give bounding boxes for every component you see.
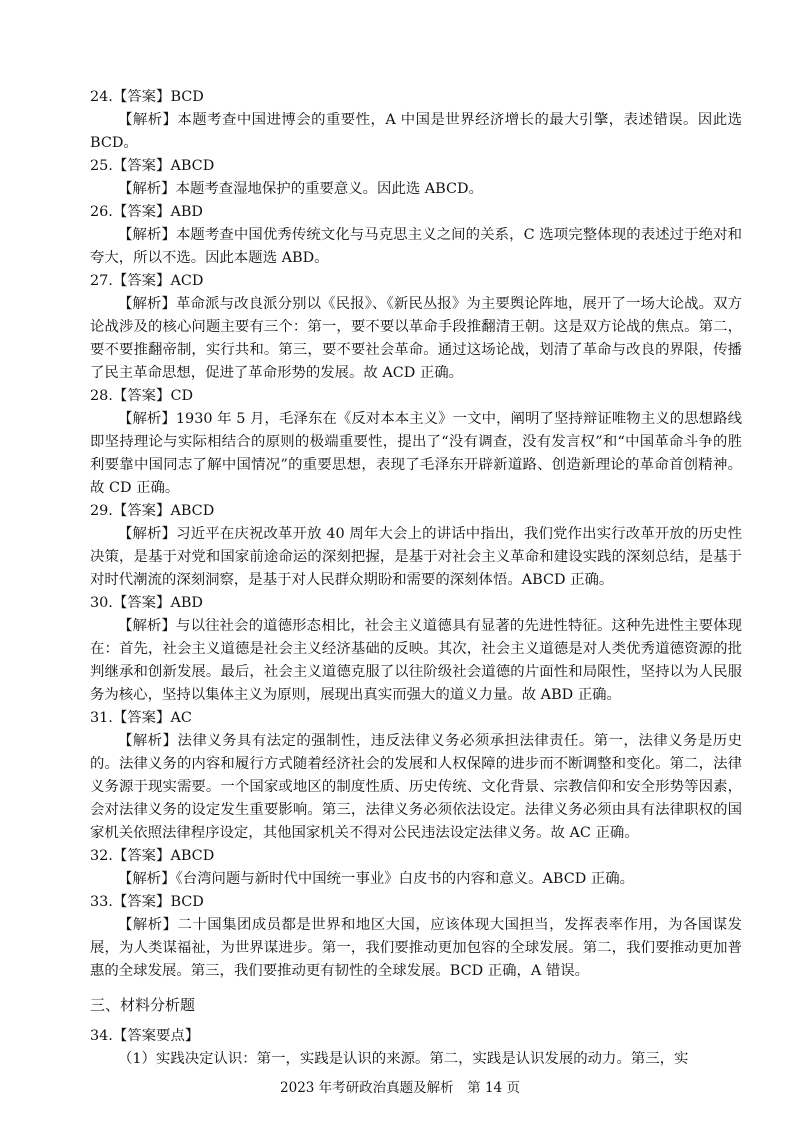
page-footer: 2023 年考研政治真题及解析 第 14 页 [280, 1080, 520, 1096]
answer-line: 33.【答案】BCD [90, 894, 204, 910]
explanation-paragraph: 【解析】革命派与改良派分别以《民报》、《新民丛报》为主要舆论阵地，展开了一场大论战。双方论战涉及的核心问题主要有三个：第一，要不要以革命手段推翻清王朝。这是双方论战的焦点。第二，要不要推翻帝制，实行共和。第三，要不要社会革命。通过这场论战，划清了革命与改良的界限，传播了民主革命思想，促进了革命形势的发展。故 ACD 正确。 [90, 296, 742, 381]
explanation-paragraph: 【解析】1930 年 5 月，毛泽东在《反对本本主义》一文中，阐明了坚持辩证唯物主义的思想路线即坚持理论与实际相结合的原则的极端重要性，提出了“没有调查，没有发言权”和“中国革命斗争的胜利要靠中国同志了解中国情况”的重要思想，表现了毛泽东开辟新道路、创造新理论的革命首创精神。故 CD 正确。 [90, 411, 742, 496]
answer-line: 29.【答案】ABCD [90, 503, 215, 519]
answer-line: 25.【答案】ABCD [90, 158, 215, 174]
document-body [90, 86, 742, 1071]
explanation-paragraph: 【解析】习近平在庆祝改革开放 40 周年大会上的讲话中指出，我们党作出实行改革开放的历史性决策，是基于对党和国家前途命运的深刻把握，是基于对社会主义革命和建设实践的深刻总结，是基于对时代潮流的深刻洞察，是基于对人民群众期盼和需要的深刻体悟。ABCD 正确。 [90, 526, 742, 588]
answer-line: 27.【答案】ACD [90, 273, 204, 289]
answer-point-paragraph: （1）实践决定认识：第一，实践是认识的来源。第二，实践是认识发展的动力。第三，实 [118, 1051, 689, 1067]
answer-line: 32.【答案】ABCD [90, 848, 215, 864]
section-heading: 三、材料分析题 [90, 996, 196, 1014]
explanation-paragraph: 【解析】本题考查湿地保护的重要意义。因此选 ABCD。 [118, 181, 483, 197]
explanation-paragraph: 【解析】与以往社会的道德形态相比，社会主义道德具有显著的先进性特征。这种先进性主要体现在：首先，社会主义道德是社会主义经济基础的反映。其次，社会主义道德是对人类优秀道德资源的批判继承和创新发展。最后，社会主义道德克服了以往阶级社会道德的片面性和局限性，坚持以为人民服务为核心，坚持以集体主义为原则，展现出真实而强大的道义力量。故 ABD 正确。 [90, 618, 742, 703]
explanation-paragraph: 【解析】本题考查中国优秀传统文化与马克思主义之间的关系，C 选项完整体现的表述过于绝对和夸大，所以不选。因此本题选 ABD。 [90, 227, 742, 266]
answer-line: 31.【答案】AC [90, 710, 192, 726]
answer-line: 30.【答案】ABD [90, 595, 203, 611]
answer-key-line: 34.【答案要点】 [90, 1028, 200, 1044]
explanation-paragraph: 【解析】法律义务具有法定的强制性，违反法律义务必须承担法律责任。第一，法律义务是历史的。法律义务的内容和履行方式随着经济社会的发展和人权保障的进步而不断调整和变化。第二，法律义务源于现实需要。一个国家或地区的制度性质、历史传统、文化背景、宗教信仰和安全形势等因素，会对法律义务的设定发生重要影响。第三，法律义务必须依法设定。法律义务必须由具有法律职权的国家机关依照法律程序设定，其他国家机关不得对公民违法设定法律义务。故 AC 正确。 [90, 733, 742, 841]
answer-line: 28.【答案】CD [90, 388, 193, 404]
explanation-paragraph: 【解析】本题考查中国进博会的重要性，A 中国是世界经济增长的最大引擎，表述错误。因此选 BCD。 [90, 112, 742, 151]
explanation-paragraph: 【解析】《台湾问题与新时代中国统一事业》白皮书的内容和意义。ABCD 正确。 [118, 871, 635, 887]
explanation-paragraph: 【解析】二十国集团成员都是世界和地区大国，应该体现大国担当，发挥表率作用，为各国谋发展，为人类谋福祉，为世界谋进步。第一，我们要推动更加包容的全球发展。第二，我们要推动更加普惠的全球发展。第三，我们要推动更有韧性的全球发展。BCD 正确，A 错误。 [90, 917, 742, 979]
answer-line: 24.【答案】BCD [90, 89, 204, 105]
answer-line: 26.【答案】ABD [90, 204, 203, 220]
